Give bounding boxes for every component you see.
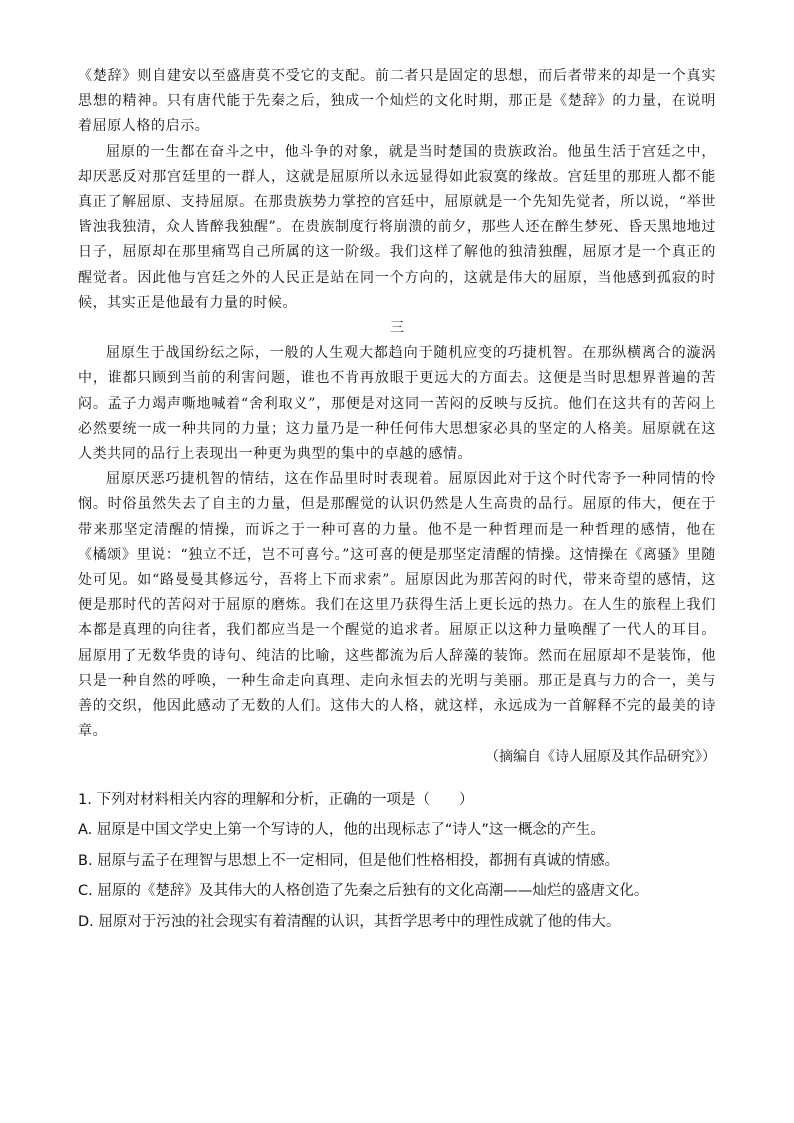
passage-paragraph-3: 屈原生于战国纷纭之际，一般的人生观大都趋向于随机应变的巧捷机智。在那纵横离合的漩涡中，谁都只顾到当前的利害问题，谁也不肯再放眼于更远大的方面去。这便是当时思想界普遍的苦闷。孟子力竭声嘶地喊着“舍利取义”，那便是对这同一苦闷的反映与反抗。他们在这共有的苦闷上必然要统一成一种共同的力量；这力量乃是一种任何伟大思想家必具的坚定的人格美。屈原就在这人类共同的品行上表现出一种更为典型的集中的卓越的感情。 (78, 345, 716, 463)
question-1 (78, 785, 716, 938)
reading-passage (78, 64, 716, 771)
option-d[interactable]: D. 屈原对于污浊的社会现实有着清醒的认识，其哲学思考中的理性成就了他的伟大。 (78, 913, 621, 930)
source-citation: （摘编自《诗人屈原及其作品研究》） (485, 749, 716, 766)
section-number: 三 (390, 320, 404, 337)
passage-paragraph-2: 屈原的一生都在奋斗之中，他斗争的对象，就是当时楚国的贵族政治。他虽生活于宫廷之中，却厌恶反对那宫廷里的一群人，这就是屈原所以永远显得如此寂寞的缘故。宫廷里的那班人都不能真正了解屈原、支持屈原。在那贵族势力掌控的宫廷中，屈原就是一个先知先觉者，所以说，“举世皆浊我独清，众人皆醉我独醒”。在贵族制度行将崩溃的前夕，那些人还在醉生梦死、昏天黑地地过日子，屈原却在那里痛骂自己所属的这一阶级。我们这样了解他的独清独醒，屈原才是一个真正的醒觉者。因此他与宫廷之外的人民正是站在同一个方向的，这就是伟大的屈原，当他感到孤寂的时候，其实正是他最有力量的时候。 (78, 143, 716, 311)
option-a[interactable]: A. 屈原是中国文学史上第一个写诗的人，他的出现标志了“诗人”这一概念的产生。 (78, 822, 605, 839)
option-c[interactable]: C. 屈原的《楚辞》及其伟大的人格创造了先秦之后独有的文化高潮——灿烂的盛唐文化。 (78, 883, 649, 900)
passage-paragraph-1: 《楚辞》则自建安以至盛唐莫不受它的支配。前二者只是固定的思想，而后者带来的却是一个真实思想的精神。只有唐代能于先秦之后，独成一个灿烂的文化时期，那正是《楚辞》的力量，在说明着屈原人格的启示。 (78, 68, 716, 135)
passage-paragraph-4: 屈原厌恶巧捷机智的情结，这在作品里时时表现着。屈原因此对于这个时代寄予一种同情的怜悯。时俗虽然失去了自主的力量，但是那醒觉的认识仍然是人生高贵的品行。屈原的伟大，便在于带来那坚定清醒的情操，而诉之于一种可喜的力量。他不是一种哲理而是一种哲理的感情，他在《橘颂》里说：“独立不迁，岂不可喜兮。”这可喜的便是那坚定清醒的情操。这情操在《离骚》里随处可见。如“路曼曼其修远兮，吾将上下而求索”。屈原因此为那苦闷的时代，带来奇望的感情，这便是那时代的苦闷对于屈原的磨炼。我们在这里乃获得生活上更长远的热力。在人生的旅程上我们本都是真理的向往者，我们都应当是一个醒觉的追求者。屈原正以这种力量唤醒了一代人的耳目。屈原用了无数华贵的诗句、纯洁的比喻，这些都流为后人辞藻的装饰。然而在屈原却不是装饰，他只是一种自然的呼唤，一种生命走向真理、走向永恒去的光明与美丽。那正是真与力的合一，美与善的交织，他因此感动了无数的人们。这伟大的人格，就这样，永远成为一首解释不完的最美的诗章。 (78, 471, 716, 740)
option-b[interactable]: B. 屈原与孟子在理智与思想上不一定相同，但是他们性格相投，都拥有真诚的情感。 (78, 852, 620, 869)
question-stem: 1. 下列对材料相关内容的理解和分析，正确的一项是（ ） (78, 791, 474, 808)
